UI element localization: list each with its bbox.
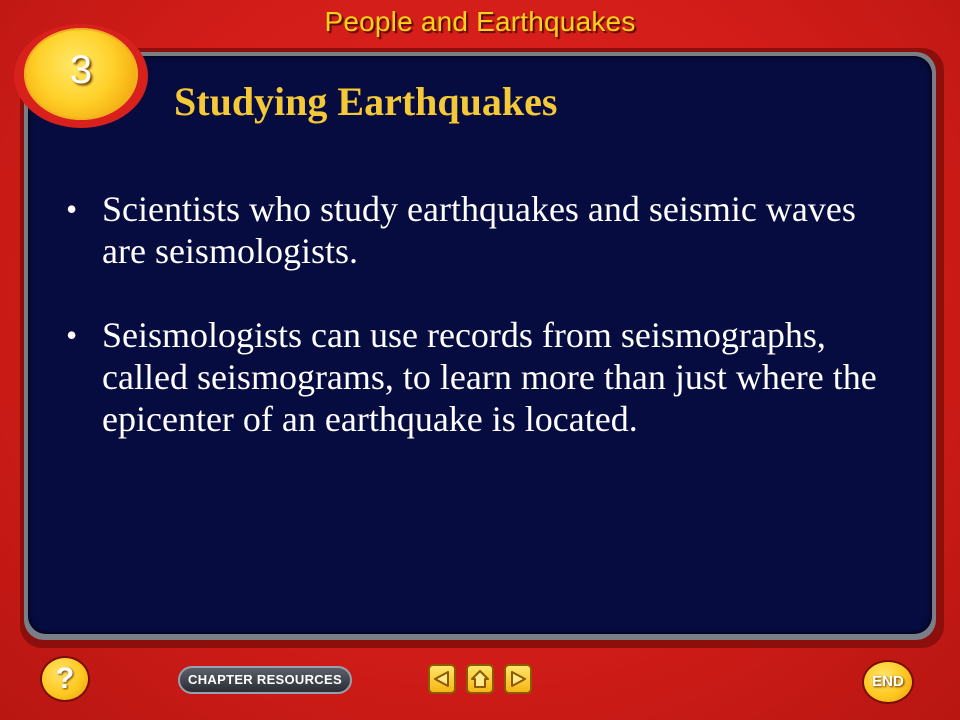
next-button[interactable] bbox=[504, 664, 532, 694]
bullet-text: Seismologists can use records from seismographs, called seismograms, to learn more than just where the epicenter of an earthquake is located. bbox=[102, 315, 877, 439]
chapter-resources-button[interactable]: CHAPTER RESOURCES bbox=[178, 666, 352, 694]
home-icon bbox=[471, 670, 489, 688]
section-number: 3 bbox=[69, 48, 93, 92]
triangle-right-icon bbox=[509, 670, 527, 688]
triangle-left-icon bbox=[433, 670, 451, 688]
help-button[interactable]: ? bbox=[40, 656, 90, 702]
bullet-text: Scientists who study earthquakes and seismic waves are seismologists. bbox=[102, 189, 856, 271]
previous-button[interactable] bbox=[428, 664, 456, 694]
bullet-item bbox=[62, 314, 902, 440]
bullet-icon: • bbox=[66, 191, 78, 227]
bullet-icon: • bbox=[66, 317, 78, 353]
bullet-list bbox=[62, 188, 902, 482]
slide-heading: Studying Earthquakes bbox=[174, 79, 558, 124]
home-button[interactable] bbox=[466, 664, 494, 694]
end-button[interactable]: END bbox=[862, 660, 914, 704]
bullet-item bbox=[62, 188, 902, 272]
section-title: People and Earthquakes bbox=[324, 6, 636, 37]
